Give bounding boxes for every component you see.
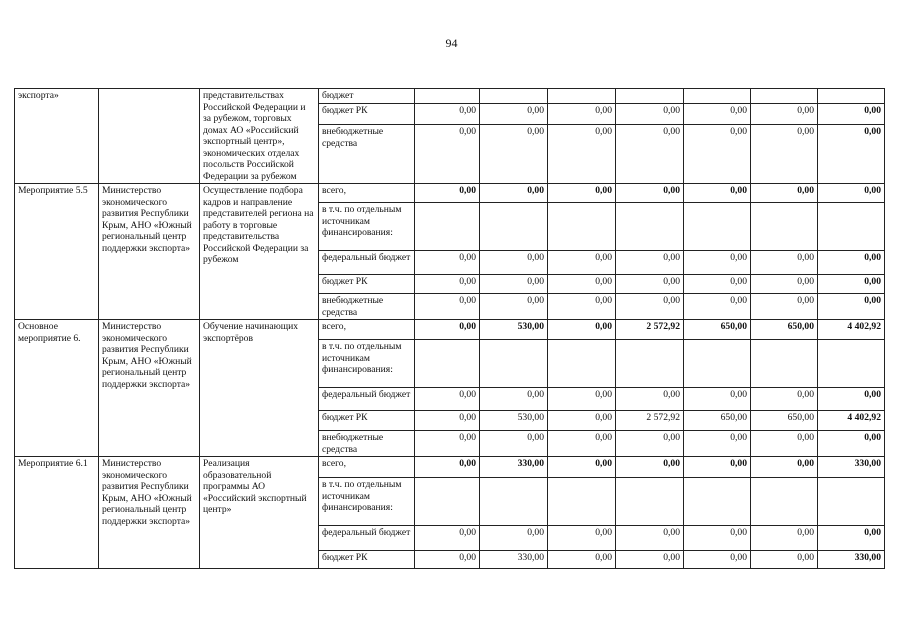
- amount-cell: 0,00: [818, 294, 885, 320]
- amount-cell: 0,00: [548, 294, 616, 320]
- amount-cell: [548, 340, 616, 388]
- funding-source: всего,: [319, 184, 415, 203]
- amount-cell: 0,00: [818, 431, 885, 457]
- amount-cell: 0,00: [684, 184, 751, 203]
- funding-source: федеральный бюджет: [319, 526, 415, 551]
- funding-source: бюджет РК: [319, 104, 415, 125]
- measure-executor: [99, 89, 200, 184]
- measure-executor: Министерство экономического развития Республики Крым, АНО «Южный региональный центр поддержки экспорта»: [99, 320, 200, 457]
- amount-cell: 0,00: [818, 125, 885, 184]
- amount-cell: [751, 478, 818, 526]
- amount-cell: 0,00: [415, 411, 480, 431]
- amount-cell: 4 402,92: [818, 411, 885, 431]
- amount-cell: 0,00: [751, 104, 818, 125]
- amount-cell: 330,00: [818, 457, 885, 478]
- amount-cell: 0,00: [480, 125, 548, 184]
- amount-cell: 650,00: [751, 320, 818, 340]
- amount-cell: 0,00: [415, 275, 480, 294]
- measure-code: Мероприятие 6.1: [15, 457, 99, 569]
- amount-cell: 0,00: [548, 431, 616, 457]
- amount-cell: [548, 478, 616, 526]
- amount-cell: 0,00: [415, 431, 480, 457]
- amount-cell: [751, 340, 818, 388]
- amount-cell: [684, 203, 751, 251]
- measure-code: Основное мероприятие 6.: [15, 320, 99, 457]
- amount-cell: 0,00: [548, 251, 616, 275]
- amount-cell: 0,00: [548, 320, 616, 340]
- amount-cell: 2 572,92: [616, 411, 684, 431]
- amount-cell: [684, 89, 751, 104]
- amount-cell: 0,00: [480, 388, 548, 411]
- amount-cell: 0,00: [751, 125, 818, 184]
- amount-cell: 0,00: [684, 388, 751, 411]
- measure-code: Мероприятие 5.5: [15, 184, 99, 320]
- measure-description: Обучение начинающих экспортёров: [200, 320, 319, 457]
- amount-cell: [616, 89, 684, 104]
- amount-cell: 0,00: [751, 388, 818, 411]
- amount-cell: [415, 340, 480, 388]
- funding-source: в т.ч. по отдельным источникам финансирования:: [319, 340, 415, 388]
- amount-cell: 530,00: [480, 320, 548, 340]
- amount-cell: 0,00: [548, 184, 616, 203]
- amount-cell: 0,00: [415, 388, 480, 411]
- amount-cell: [751, 203, 818, 251]
- amount-cell: 0,00: [684, 125, 751, 184]
- amount-cell: 0,00: [684, 294, 751, 320]
- amount-cell: 0,00: [480, 275, 548, 294]
- funding-source: бюджет РК: [319, 411, 415, 431]
- amount-cell: [480, 89, 548, 104]
- amount-cell: [616, 340, 684, 388]
- amount-cell: 0,00: [415, 104, 480, 125]
- amount-cell: [616, 478, 684, 526]
- funding-source: всего,: [319, 320, 415, 340]
- amount-cell: 0,00: [751, 251, 818, 275]
- amount-cell: 0,00: [480, 526, 548, 551]
- amount-cell: 2 572,92: [616, 320, 684, 340]
- amount-cell: 0,00: [616, 551, 684, 569]
- amount-cell: 0,00: [616, 251, 684, 275]
- amount-cell: 530,00: [480, 411, 548, 431]
- amount-cell: 0,00: [415, 125, 480, 184]
- amount-cell: 0,00: [480, 184, 548, 203]
- amount-cell: 0,00: [548, 411, 616, 431]
- amount-cell: 650,00: [684, 320, 751, 340]
- amount-cell: 0,00: [751, 551, 818, 569]
- amount-cell: 0,00: [480, 104, 548, 125]
- amount-cell: 0,00: [616, 431, 684, 457]
- amount-cell: 0,00: [616, 526, 684, 551]
- amount-cell: 0,00: [751, 431, 818, 457]
- amount-cell: 0,00: [616, 457, 684, 478]
- measure-executor: Министерство экономического развития Республики Крым, АНО «Южный региональный центр поддержки экспорта»: [99, 184, 200, 320]
- amount-cell: 330,00: [480, 457, 548, 478]
- measure-executor: Министерство экономического развития Республики Крым, АНО «Южный региональный центр поддержки экспорта»: [99, 457, 200, 569]
- amount-cell: [415, 478, 480, 526]
- budget-table: [14, 88, 885, 569]
- amount-cell: 0,00: [684, 457, 751, 478]
- funding-source: всего,: [319, 457, 415, 478]
- amount-cell: 0,00: [548, 526, 616, 551]
- amount-cell: 0,00: [818, 275, 885, 294]
- funding-source: внебюджетные средства: [319, 431, 415, 457]
- amount-cell: 0,00: [684, 526, 751, 551]
- amount-cell: 330,00: [818, 551, 885, 569]
- amount-cell: 0,00: [684, 104, 751, 125]
- amount-cell: [684, 340, 751, 388]
- amount-cell: 0,00: [616, 294, 684, 320]
- amount-cell: [480, 478, 548, 526]
- table-row: [15, 457, 885, 478]
- amount-cell: 0,00: [415, 320, 480, 340]
- amount-cell: 0,00: [616, 275, 684, 294]
- amount-cell: [751, 89, 818, 104]
- amount-cell: 0,00: [415, 251, 480, 275]
- amount-cell: 0,00: [684, 275, 751, 294]
- amount-cell: 0,00: [415, 457, 480, 478]
- amount-cell: 0,00: [415, 551, 480, 569]
- measure-description: Реализация образовательной программы АО «Российский экспортный центр»: [200, 457, 319, 569]
- amount-cell: [548, 203, 616, 251]
- funding-source: бюджет: [319, 89, 415, 104]
- amount-cell: 0,00: [684, 431, 751, 457]
- amount-cell: 0,00: [616, 184, 684, 203]
- measure-code: экспорта»: [15, 89, 99, 184]
- table-row: [15, 184, 885, 203]
- amount-cell: 0,00: [548, 551, 616, 569]
- amount-cell: 4 402,92: [818, 320, 885, 340]
- amount-cell: [480, 340, 548, 388]
- amount-cell: 0,00: [684, 551, 751, 569]
- amount-cell: 650,00: [751, 411, 818, 431]
- amount-cell: 0,00: [415, 184, 480, 203]
- amount-cell: 0,00: [751, 275, 818, 294]
- funding-source: федеральный бюджет: [319, 251, 415, 275]
- measure-description: Осуществление подбора кадров и направление представителей региона на работу в торговые представительства Российской Федерации за рубежом: [200, 184, 319, 320]
- amount-cell: [616, 203, 684, 251]
- amount-cell: [818, 89, 885, 104]
- amount-cell: 0,00: [616, 104, 684, 125]
- funding-source: внебюджетные средства: [319, 125, 415, 184]
- amount-cell: [548, 89, 616, 104]
- amount-cell: 0,00: [480, 431, 548, 457]
- amount-cell: 0,00: [751, 294, 818, 320]
- amount-cell: 0,00: [751, 526, 818, 551]
- amount-cell: 650,00: [684, 411, 751, 431]
- amount-cell: 0,00: [548, 388, 616, 411]
- amount-cell: 0,00: [480, 294, 548, 320]
- amount-cell: 0,00: [480, 251, 548, 275]
- amount-cell: 0,00: [818, 184, 885, 203]
- amount-cell: 330,00: [480, 551, 548, 569]
- amount-cell: 0,00: [818, 526, 885, 551]
- amount-cell: 0,00: [415, 526, 480, 551]
- amount-cell: 0,00: [751, 184, 818, 203]
- amount-cell: 0,00: [818, 104, 885, 125]
- amount-cell: [818, 478, 885, 526]
- amount-cell: 0,00: [616, 125, 684, 184]
- funding-source: в т.ч. по отдельным источникам финансирования:: [319, 478, 415, 526]
- amount-cell: 0,00: [684, 251, 751, 275]
- amount-cell: 0,00: [818, 251, 885, 275]
- amount-cell: 0,00: [548, 457, 616, 478]
- page-number: 94: [445, 36, 458, 50]
- table-row: [15, 320, 885, 340]
- funding-source: внебюджетные средства: [319, 294, 415, 320]
- funding-source: бюджет РК: [319, 551, 415, 569]
- amount-cell: 0,00: [548, 275, 616, 294]
- amount-cell: 0,00: [548, 104, 616, 125]
- amount-cell: [818, 340, 885, 388]
- amount-cell: 0,00: [616, 388, 684, 411]
- amount-cell: 0,00: [818, 388, 885, 411]
- measure-description: представительствах Российской Федерации и за рубежом, торговых домах АО «Российский экспортный центр», экономических отделах посольств Российской Федерации за рубежом: [200, 89, 319, 184]
- amount-cell: [415, 89, 480, 104]
- amount-cell: [480, 203, 548, 251]
- table-row: [15, 89, 885, 104]
- amount-cell: 0,00: [751, 457, 818, 478]
- amount-cell: 0,00: [548, 125, 616, 184]
- funding-source: бюджет РК: [319, 275, 415, 294]
- funding-source: федеральный бюджет: [319, 388, 415, 411]
- amount-cell: 0,00: [415, 294, 480, 320]
- amount-cell: [684, 478, 751, 526]
- amount-cell: [415, 203, 480, 251]
- funding-source: в т.ч. по отдельным источникам финансирования:: [319, 203, 415, 251]
- amount-cell: [818, 203, 885, 251]
